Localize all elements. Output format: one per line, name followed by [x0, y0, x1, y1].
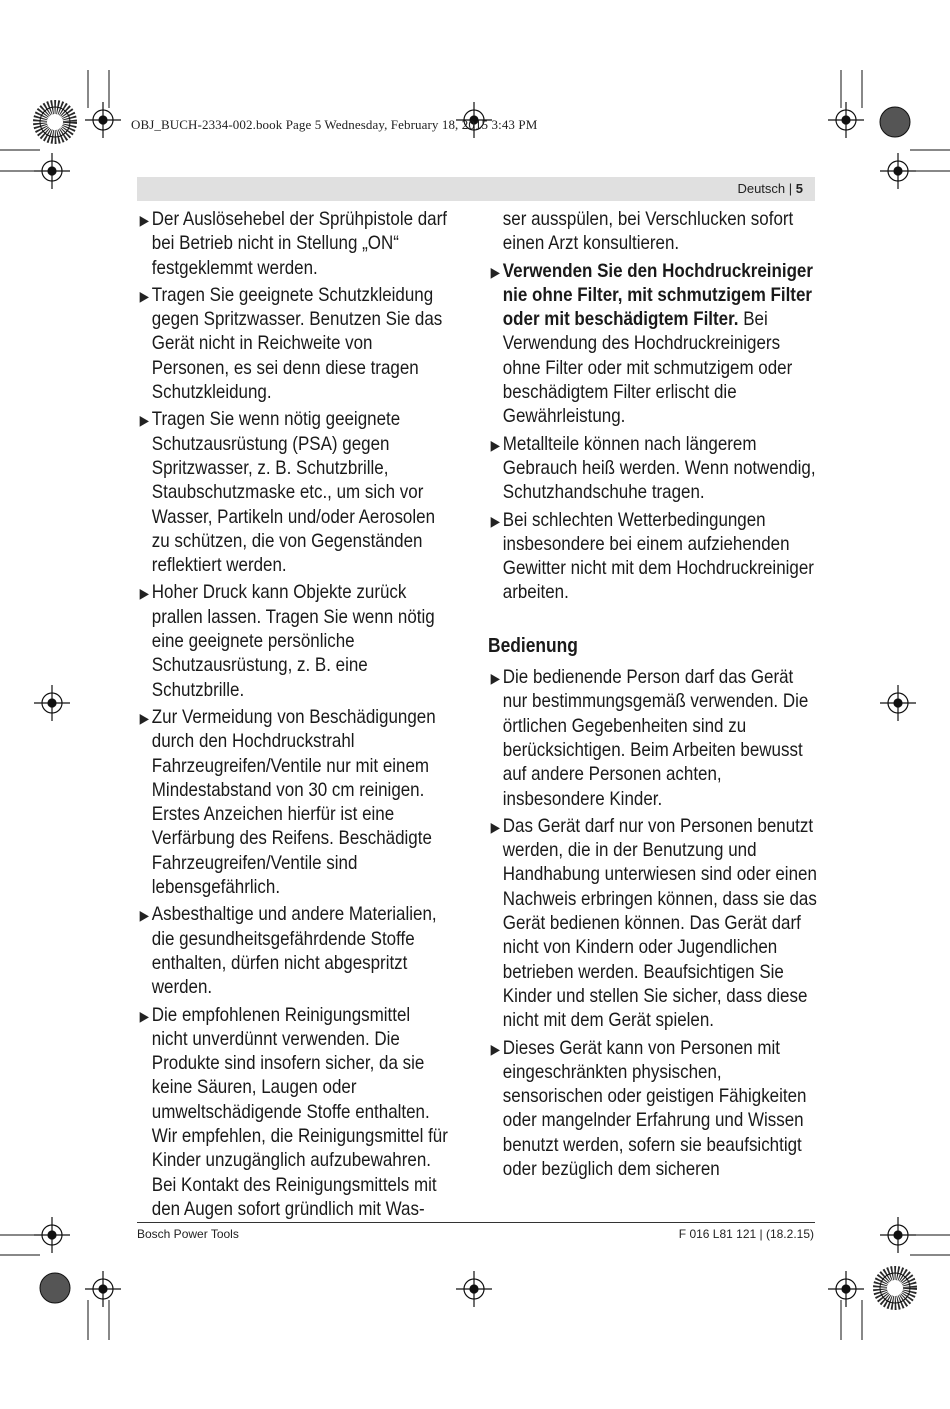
list-item: ▶ Das Gerät darf nur von Personen benutzt werden, die in der Benutzung und Handhabung unterwiesen sind oder einen Nachweis erbringen können, dass sie das Gerät bedienen können. Das Gerät darf nicht von Kindern oder Jugendlichen betrieben werden. Beaufsichtigen Sie Kinder und stellen Sie sicher, dass diese nicht mit dem Gerät spielen.: [490, 814, 817, 1032]
bullet-triangle-icon: ▶: [139, 412, 149, 429]
list-item: ▶ Tragen Sie geeignete Schutzkleidung gegen Spritzwasser. Benutzen Sie das Gerät nicht in Reichweite von Personen, es sei denn diese tragen Schutzkleidung.: [139, 283, 443, 404]
bullet-triangle-icon: ▶: [139, 212, 149, 228]
right-column: [488, 207, 819, 1184]
bullet-triangle-icon: ▶: [139, 287, 149, 304]
list-item: ▶ Asbesthaltige und andere Materialien, die gesundheitsgefährdende Stoffe enthalten, dürfen nicht abgespritzt werden.: [139, 903, 437, 999]
section-label: Deutsch |: [737, 181, 793, 196]
bullet-triangle-icon: ▶: [490, 670, 500, 687]
bullet-triangle-icon: ▶: [490, 818, 500, 835]
footer-divider: [137, 1222, 815, 1223]
list-item: ▶ Die bedienende Person darf das Gerät nur bestimmungsgemäß verwenden. Die örtlichen Gegebenheiten sind zu berücksichtigen. Beim Arbeiten bewusst auf andere Personen achten, insbesondere Kinder.: [490, 666, 809, 810]
list-item-filter-warning: [488, 259, 819, 429]
bullet-triangle-icon: ▶: [139, 907, 149, 924]
page-number: 5: [795, 181, 803, 196]
footer-brand: Bosch Power Tools: [137, 1227, 239, 1241]
list-item: ▶ Die empfohlenen Reinigungsmittel nicht unverdünnt verwenden. Die Produkte sind insofern sicher, da sie keine Säuren, Laugen oder umweltschädigende Stoffe enthalten. Wir empfehlen, die Reinigungsmittel für Kinder unzugänglich aufzubewahren. Bei Kontakt des Reinigungsmittels mit den Augen sofort gründlich mit Was-: [139, 1003, 448, 1220]
list-item: ▶ Metallteile können nach längerem Gebrauch heiß werden. Wenn notwendig, Schutzhandschuhe tragen.: [490, 432, 816, 504]
continued-text: ser ausspülen, bei Verschlucken sofort einen Arzt konsultieren.: [502, 208, 794, 255]
list-item: ▶ Tragen Sie wenn nötig geeignete Schutzausrüstung (PSA) gegen Spritzwasser, z. B. Schutzbrille, Staubschutzmaske etc., um sich vor Wasser, Partikeln und/oder Aerosolen zu schützen, die von Gegenständen reflektiert werden.: [139, 408, 436, 577]
list-item: ▶ Bei schlechten Wetterbedingungen insbesondere bei einem aufziehenden Gewitter nicht mit dem Hochdruckreiniger arbeiten.: [490, 508, 814, 604]
warning-bold-text: Verwenden Sie den Hochdruckreiniger nie ohne Filter, mit schmutzigem Filter oder mit beschädigtem Filter.: [502, 259, 813, 331]
bullet-triangle-icon: ▶: [139, 1007, 149, 1024]
bullet-triangle-icon: ▶: [139, 709, 149, 726]
footer-doc-number: F 016 L81 121 | (18.2.15): [678, 1227, 814, 1241]
bullet-triangle-icon: ▶: [490, 436, 500, 453]
page-header-bar: [137, 177, 815, 201]
bullet-triangle-icon: ▶: [490, 1040, 500, 1057]
warning-text: Bei Verwendung des Hochdruckreinigers ohne Filter oder mit schmutzigem oder beschädigtem Filter erlischt die Gewährleistung.: [502, 308, 793, 428]
bullet-triangle-icon: ▶: [490, 512, 500, 529]
section-heading: Bedienung: [488, 634, 578, 657]
print-slug: OBJ_BUCH-2334-002.book Page 5 Wednesday, February 18, 2015 3:43 PM: [131, 117, 538, 132]
bullet-triangle-icon: ▶: [490, 263, 500, 280]
list-item: ▶ Zur Vermeidung von Beschädigungen durch den Hochdruckstrahl Fahrzeugreifen/Ventile nur mit einem Mindestabstand von 30 cm reinigen. Erstes Anzeichen hierfür ist eine Verfärbung des Reifens. Beschädigte Fahrzeugreifen/Ventile sind lebensgefährlich.: [139, 705, 436, 899]
page-header: [737, 181, 803, 196]
list-item: ▶ Hoher Druck kann Objekte zurück prallen lassen. Tragen Sie wenn nötig eine geeignete persönliche Schutzausrüstung, z. B. eine Schutzbrille.: [139, 581, 435, 701]
list-item: ▶ Dieses Gerät kann von Personen mit eingeschränkten physischen, sensorischen oder geistigen Fähigkeiten oder mangelnder Erfahrung und Wissen benutzt werden, sofern sie beaufsichtigt oder bezüglich dem sicheren: [490, 1036, 807, 1180]
list-item: ▶ Der Auslösehebel der Sprühpistole darf bei Betrieb nicht in Stellung „ON“ festgeklemmt werden.: [139, 208, 447, 279]
left-column: [137, 207, 450, 1224]
bullet-triangle-icon: ▶: [139, 585, 149, 602]
